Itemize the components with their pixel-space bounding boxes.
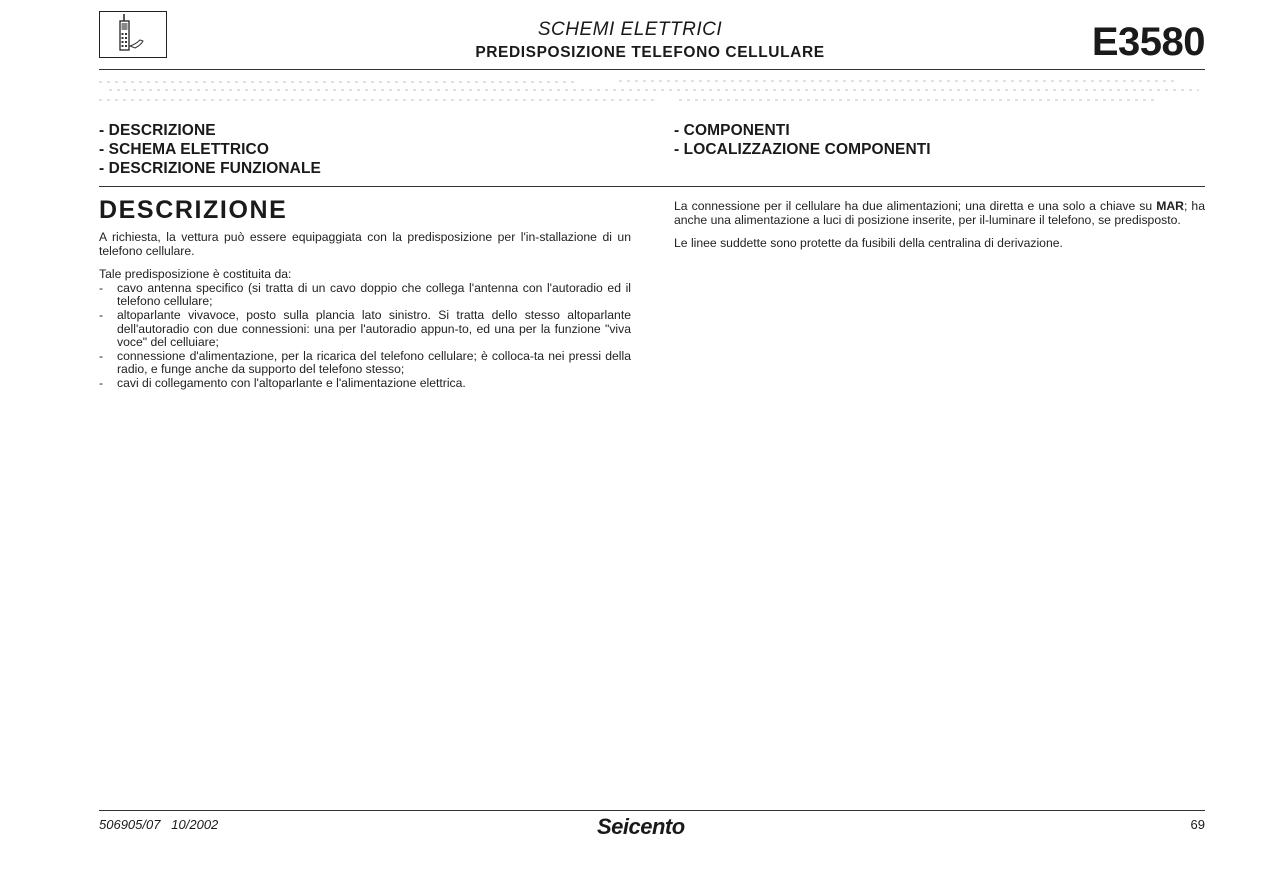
page-subtitle: PREDISPOSIZIONE TELEFONO CELLULARE	[475, 44, 825, 61]
power-paragraph: La connessione per il cellulare ha due alimentazioni; una diretta e una solo a chiave su MAR; ha anche una alimentazione a luci di posizione inserite, per il-luminare il telefono, se predisposto.	[674, 199, 1205, 227]
scan-noise	[99, 76, 1205, 108]
list-item: - cavi di collegamento con l'altoparlante e l'alimentazione elettrica.	[99, 375, 466, 390]
footer-rule	[99, 810, 1205, 811]
phone-document-icon	[100, 12, 166, 57]
intro-paragraph: A richiesta, la vettura può essere equipaggiata con la predisposizione per l'in-stallazione di un telefono cellulare.	[99, 230, 631, 258]
header-rule	[99, 69, 1205, 70]
list-item: - altoparlante vivavoce, posto sulla plancia lato sinistro. Si tratta dello stesso altoparlante dell'autoradio con due connessioni: una per l'autoradio appun-to, ed una per la funzione "viva voce" del celluiare;	[99, 307, 631, 350]
index-item-descrizione[interactable]: - DESCRIZIONE	[99, 122, 216, 139]
footer-doc-code: 506905/07 10/2002	[99, 817, 219, 832]
index-item-descrizione-funzionale[interactable]: - DESCRIZIONE FUNZIONALE	[99, 160, 321, 177]
index-right	[674, 121, 931, 159]
index-item-schema-elettrico[interactable]: - SCHEMA ELETTRICO	[99, 141, 269, 158]
logo-box	[99, 11, 167, 58]
brand-logo: Seicento	[597, 814, 685, 839]
list-intro: Tale predisposizione è costituita da:	[99, 267, 292, 282]
index-rule	[99, 186, 1205, 187]
section-title: SCHEMI ELETTRICI	[537, 19, 723, 40]
fuse-paragraph: Le linee suddette sono protette da fusibili della centralina di derivazione.	[674, 236, 1063, 251]
page-number: 69	[1190, 817, 1205, 832]
index-item-localizzazione-componenti[interactable]: - LOCALIZZAZIONE COMPONENTI	[674, 141, 931, 158]
right-column	[674, 200, 1205, 251]
left-column	[99, 231, 631, 391]
list-item: - cavo antenna specifico (si tratta di un cavo doppio che collega l'antenna con l'autoradio ed il telefono cellulare;	[99, 280, 631, 309]
index-item-componenti[interactable]: - COMPONENTI	[674, 122, 790, 139]
section-heading: DESCRIZIONE	[99, 196, 288, 224]
index-left	[99, 121, 321, 178]
list-item: - connessione d'alimentazione, per la ricarica del telefono cellulare; è colloca-ta nei pressi della radio, e funge anche da supporto del telefono stesso;	[99, 348, 631, 377]
document-code: E3580	[1091, 20, 1205, 64]
